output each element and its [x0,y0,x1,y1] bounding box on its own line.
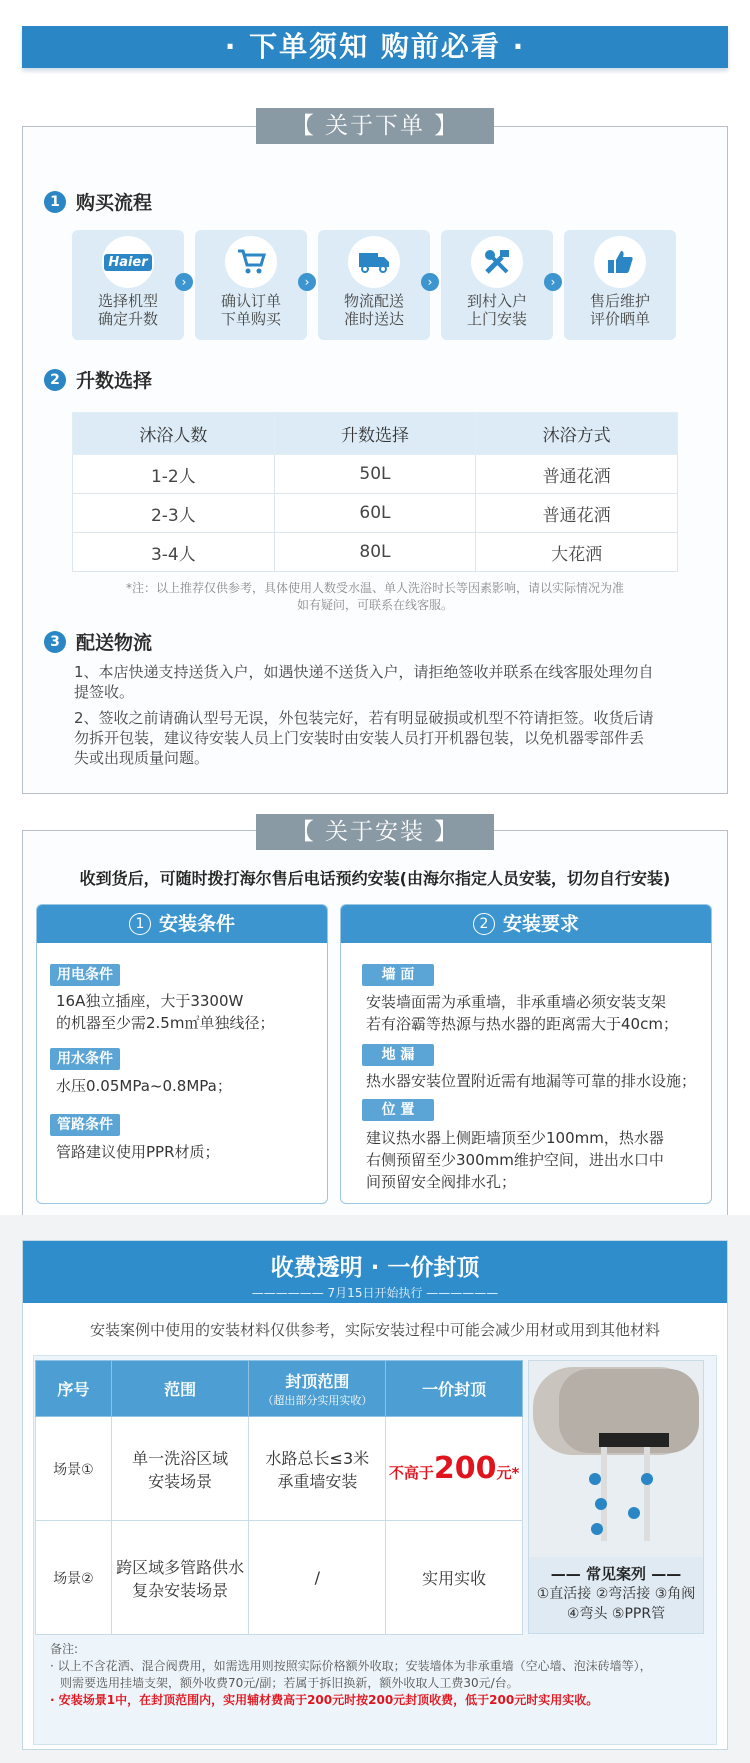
cart-icon [225,236,277,288]
chevron-right-icon: › [298,273,316,291]
page-banner: · 下单须知 购前必看 · [22,26,728,68]
table-cell: 场景① [36,1417,112,1521]
table-cell: 实用实收 [386,1521,523,1635]
remark-highlight: · 安装场景1中，在封顶范围内，实用辅材费高于200元时按200元封顶收费，低于200元时实用实收。 [50,1693,599,1707]
header-subtext: （超出部分实用实收） [262,1394,373,1407]
fee-header [23,1241,727,1303]
requirement-text: 间预留安全阀排水孔； [366,1173,517,1191]
step-label: 确定升数 [97,310,158,328]
remark-heading: 备注: [50,1642,79,1656]
case-legend: ①直活接 ②弯活接 ③角阀 [536,1586,696,1602]
chevron-right-icon: › [421,273,439,291]
condition-text: 16A独立插座，大于3300W [56,992,244,1010]
case-title-text: 常见案列 [585,1565,646,1583]
step-label: 售后维护 [589,292,650,310]
box-number-badge: 1 [129,913,151,935]
condition-tag: 管路条件 [50,1114,120,1136]
table-cell: 50L [274,455,476,494]
step-label: 选择机型 [97,292,158,310]
note-line: *注：以上推荐仅供参考，具体使用人数受水温、单人洗浴时长等因素影响，请以实际情况为准 [125,581,624,595]
fee-remarks [50,1641,710,1709]
capacity-table [72,412,678,572]
heading-text: 升数选择 [76,370,153,392]
chevron-right-icon: › [175,273,193,291]
table-cell: / [249,1521,386,1635]
box-title [341,905,711,943]
case-title: —— 常见案列 —— [550,1565,682,1583]
fee-table [35,1360,523,1635]
table-cell: 普通花洒 [476,494,678,533]
requirement-text: 热水器安装位置附近需有地漏等可靠的排水设施； [366,1072,697,1090]
table-cell: 60L [274,494,476,533]
chevron-right-icon: › [544,273,562,291]
table-row [73,494,678,533]
cell-line: 单一洗浴区域 [132,1448,229,1468]
cell-line: 安装场景 [148,1471,213,1491]
haier-logo-icon: Haier [102,236,154,288]
box-title-text: 安装条件 [158,913,235,935]
fee-description: 安装案例中使用的安装材料仅供参考，实际安装过程中可能会减少用材或用到其他材料 [89,1321,660,1339]
note-line: 如有疑问，可联系在线客服。 [296,598,453,612]
table-header: 沐浴方式 [476,413,678,455]
step-number-badge: 3 [44,631,66,653]
thumbs-up-icon [594,236,646,288]
condition-tag: 用水条件 [50,1048,120,1070]
cell-line: 承重墙安装 [277,1471,358,1491]
table-cell: 3-4人 [73,533,275,572]
table-cell: 1-2人 [73,455,275,494]
case-panel [528,1360,704,1634]
flow-step [441,230,553,340]
box-title-text: 安装要求 [502,913,579,935]
table-header-row [36,1361,523,1417]
table-cell: 大花洒 [476,533,678,572]
requirement-text: 安装墙面需为承重墙，非承重墙必须安装支架 [366,993,667,1011]
tools-icon [471,236,523,288]
table-row [73,533,678,572]
header-text: 封顶范围 [285,1372,350,1391]
fee-subtitle-text: 7月15日开始执行 [327,1286,423,1300]
fee-title: 收费透明 · 一价封顶 [270,1255,480,1281]
step-number-badge: 2 [44,369,66,391]
table-header [249,1361,386,1417]
purchase-flow-heading [44,188,152,215]
table-header: 序号 [36,1361,112,1417]
delivery-paragraph: 1、本店快递支持送货入户，如遇快递不送货入户，请拒绝签收并联系在线客服处理勿自提签收。 [74,663,654,701]
table-cell [111,1521,249,1635]
box-title [37,905,327,943]
heading-text: 购买流程 [76,192,153,214]
cell-line: 复杂安装场景 [132,1580,229,1600]
table-cell: 2-3人 [73,494,275,533]
step-label: 准时送达 [343,310,404,328]
table-header: 一价封顶 [386,1361,523,1417]
requirement-tag: 位 置 [362,1099,434,1121]
table-cell [249,1417,386,1521]
capacity-note [60,580,690,614]
fee-subtitle: —————— 7月15日开始执行 —————— [251,1286,499,1300]
price-cell [386,1417,523,1521]
delivery-paragraph: 2、签收之前请确认型号无误，外包装完好，若有明显破损或机型不符请拒签。收货后请勿拆开包装，建议待安装人员上门安装时由安装人员打开机器包装，以免机器零部件丢失或出现质量问题。 [74,709,654,767]
delivery-heading [44,628,152,655]
flow-step [564,230,676,340]
flow-step [318,230,430,340]
table-header: 范围 [111,1361,249,1417]
table-cell: 80L [274,533,476,572]
step-number-badge: 1 [44,191,66,213]
step-label: 下单购买 [220,310,281,328]
step-label: 上门安装 [466,310,527,328]
step-label: 确认订单 [220,292,281,310]
price-prefix: 不高于 [388,1464,434,1482]
table-header: 沐浴人数 [73,413,275,455]
install-section-title: 【 关于安装 】 [256,814,494,850]
condition-tag: 用电条件 [50,964,120,986]
step-label: 评价晒单 [589,310,650,328]
table-cell: 普通花洒 [476,455,678,494]
heading-text: 配送物流 [76,632,153,654]
table-row [36,1417,523,1521]
truck-icon [348,236,400,288]
capacity-heading [44,366,152,393]
table-row [36,1521,523,1635]
requirement-text: 建议热水器上侧距墙顶至少100mm，热水器 [366,1129,664,1147]
order-section-title: 【 关于下单 】 [256,108,494,144]
requirement-tag: 地 漏 [362,1044,434,1066]
install-intro: 收到货后，可随时拨打海尔售后电话预约安装(由海尔指定人员安装，切勿自行安装) [79,869,671,888]
box-number-badge: 2 [473,913,495,935]
cell-line: 水路总长≤3米 [265,1448,370,1468]
water-heater-photo [529,1361,703,1557]
step-label: 物流配送 [343,292,404,310]
requirement-text: 若有浴霸等热源与热水器的距离需大于40cm； [366,1015,678,1033]
requirement-text: 右侧预留至少300mm维护空间，进出水口中 [366,1151,664,1169]
table-cell: 场景② [36,1521,112,1635]
price-value: 200 [433,1451,497,1486]
case-legend: ④弯头 ⑤PPR管 [566,1606,666,1622]
remark-line: · 以上不含花洒、混合阀费用，如需选用则按照实际价格额外收取；安装墙体为非承重墙（空心墙、泡沫砖墙等）， [50,1659,652,1673]
table-header-row [73,413,678,455]
remark-line: 则需要选用挂墙支架，额外收费70元/副；若属于拆旧换新，额外收取人工费30元/台。 [60,1676,519,1690]
condition-text: 的机器至少需2.5m㎡单独线径； [56,1014,275,1032]
table-row [73,455,678,494]
flow-step [195,230,307,340]
price-suffix: 元* [496,1464,520,1482]
table-header: 升数选择 [274,413,476,455]
step-label: 到村入户 [466,292,527,310]
condition-text: 管路建议使用PPR材质； [56,1143,220,1161]
condition-text: 水压0.05MPa~0.8MPa； [56,1077,232,1095]
cell-line: 跨区域多管路供水 [116,1557,245,1577]
table-cell [111,1417,249,1521]
requirement-tag: 墙 面 [362,964,434,986]
flow-step [72,230,184,340]
